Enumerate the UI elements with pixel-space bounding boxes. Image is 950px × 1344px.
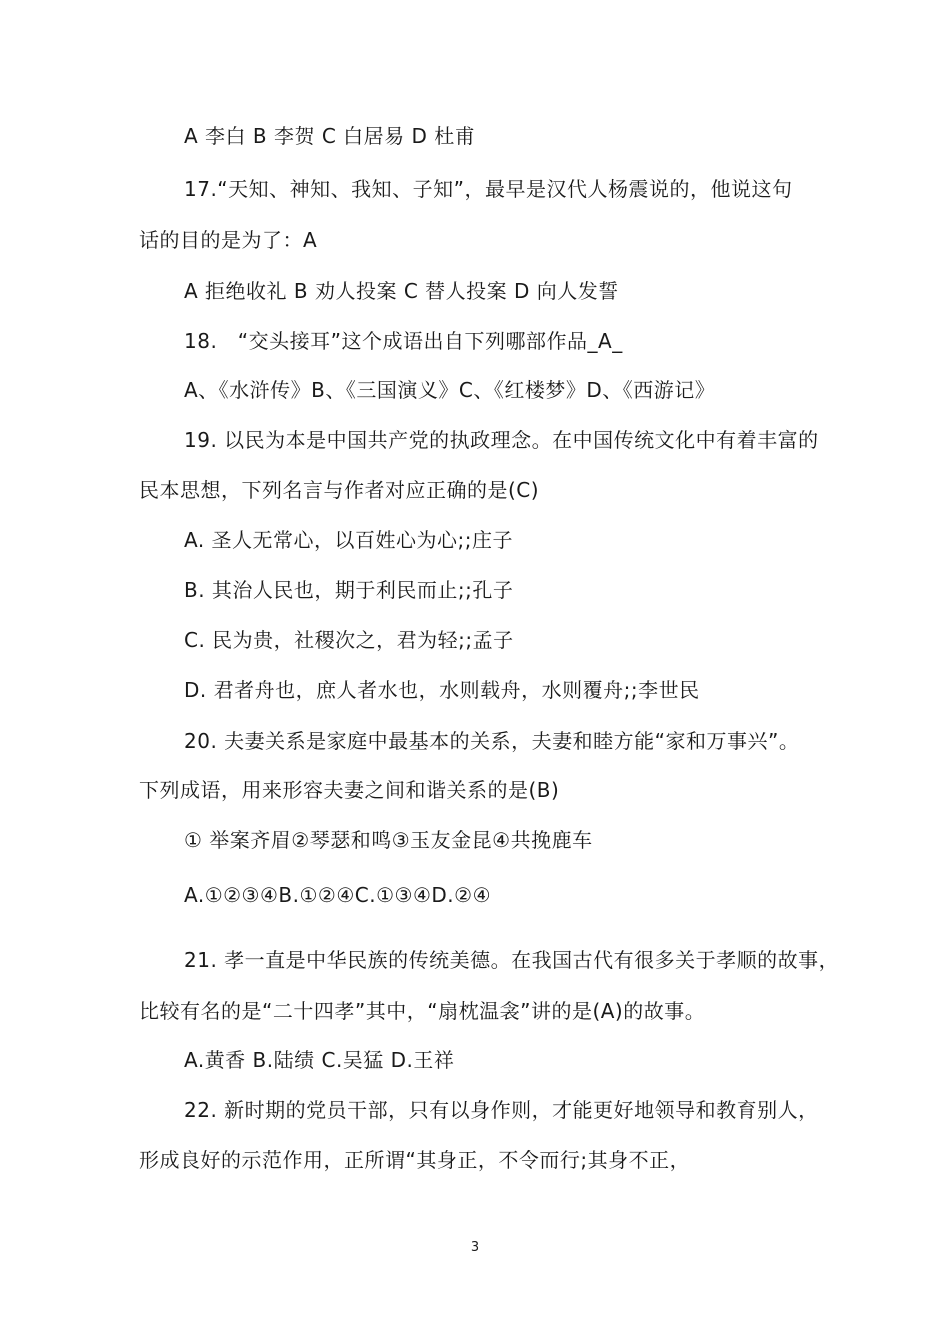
q19-stem-line-1: 19. 以民为本是中国共产党的执政理念。在中国传统文化中有着丰富的: [184, 428, 819, 452]
q17-stem-line-2: 话的目的是为了：A: [139, 228, 318, 252]
q19-option-a: A. 圣人无常心，以百姓心为心;;庄子: [184, 528, 514, 552]
q17-stem-line-1: 17.“天知、神知、我知、子知”，最早是汉代人杨震说的，他说这句: [184, 177, 793, 201]
q22-stem-line-2: 形成良好的示范作用，正所谓“其身正，不令而行;其身不正，: [139, 1148, 691, 1172]
q22-stem-line-1: 22. 新时期的党员干部，只有以身作则，才能更好地领导和教育别人，: [184, 1098, 819, 1122]
q21-stem-line-1: 21. 孝一直是中华民族的传统美德。在我国古代有很多关于孝顺的故事，: [184, 948, 840, 972]
q18-stem: 18. “交头接耳”这个成语出自下列哪部作品_A_: [184, 329, 623, 353]
q21-options: A.黄香 B.陆绩 C.吴猛 D.王祥: [184, 1048, 455, 1072]
q20-options: A.①②③④B.①②④C.①③④D.②④: [184, 883, 492, 907]
q19-option-b: B. 其治人民也，期于利民而止;;孔子: [184, 578, 514, 602]
q20-idiom-list: ① 举案齐眉②琴瑟和鸣③玉友金昆④共挽鹿车: [184, 828, 593, 852]
q20-stem-line-2: 下列成语，用来形容夫妻之间和谐关系的是(B): [139, 778, 560, 802]
q19-stem-line-2: 民本思想，下列名言与作者对应正确的是(C): [139, 478, 540, 502]
page-number: 3: [470, 1240, 480, 1255]
q20-stem-line-1: 20. 夫妻关系是家庭中最基本的关系，夫妻和睦方能“家和万事兴”。: [184, 729, 800, 753]
q17-options: A 拒绝收礼 B 劝人投案 C 替人投案 D 向人发誓: [184, 279, 619, 303]
q19-option-c: C. 民为贵，社稷次之，君为轻;;孟子: [184, 628, 514, 652]
q21-stem-line-2: 比较有名的是“二十四孝”其中，“扇枕温衾”讲的是(A)的故事。: [139, 999, 706, 1023]
q16-options: A 李白 B 李贺 C 白居易 D 杜甫: [184, 124, 476, 148]
q18-options: A、《水浒传》B、《三国演义》C、《红楼梦》D、《西游记》: [184, 378, 716, 402]
q19-option-d: D. 君者舟也，庶人者水也，水则载舟，水则覆舟;;李世民: [184, 678, 700, 702]
